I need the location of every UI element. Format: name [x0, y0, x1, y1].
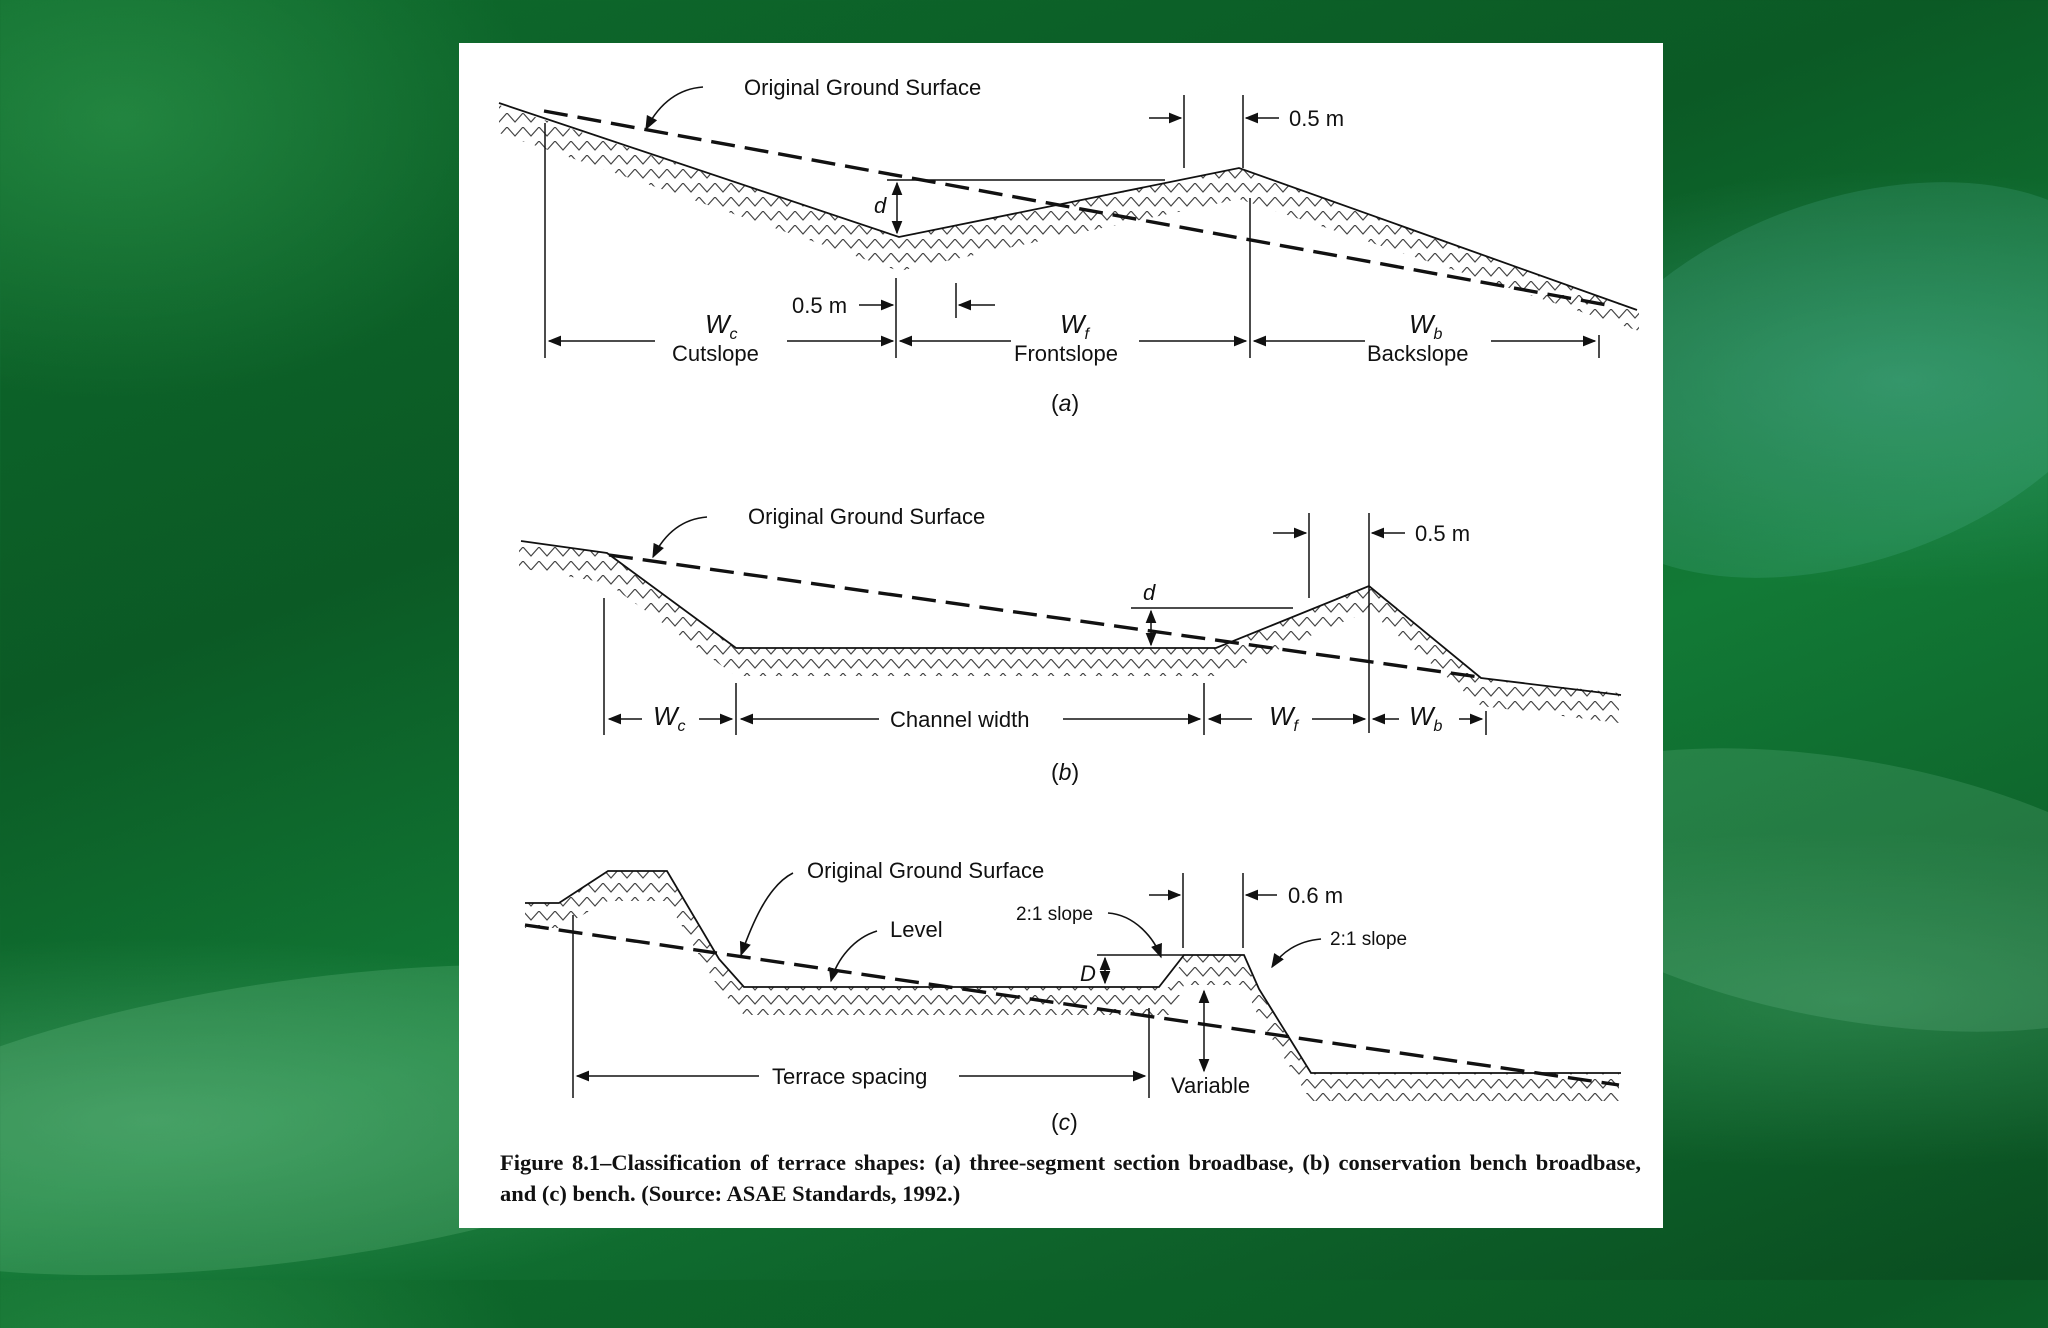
ground-label: Original Ground Surface	[744, 75, 982, 100]
slope-label-right: 2:1 slope	[1330, 929, 1408, 950]
wb-name: Backslope	[1367, 341, 1469, 366]
panel-b	[519, 504, 1621, 785]
leader-line	[831, 931, 877, 981]
soil-hatch	[499, 105, 1639, 339]
terrace-spacing-label: Terrace spacing	[772, 1064, 928, 1089]
terrace-profile	[525, 871, 1621, 1073]
panel-tag: (b)	[1051, 759, 1080, 785]
offset-label: 0.5 m	[792, 293, 848, 318]
wc-symbol: $W_c$	[653, 701, 686, 735]
leader-line	[653, 517, 707, 557]
channel-width-label: Channel width	[890, 707, 1030, 732]
offset-label: 0.6 m	[1288, 883, 1344, 908]
wf-symbol: $W_f$	[1060, 309, 1089, 343]
leader-line	[1272, 939, 1321, 967]
original-ground-dashed	[525, 925, 1619, 1085]
panel-c	[525, 858, 1621, 1135]
level-label: Level	[890, 917, 943, 942]
wb-symbol: $W_b$	[1409, 701, 1443, 735]
soil-hatch	[519, 541, 1619, 723]
depth-label: d	[1143, 580, 1156, 605]
figure-caption: Figure 8.1–Classification of terrace shapes: (a) three-segment section broadbase, (b) conservation bench broadbase, and (c) bench. (Source: ASAE Standards, 1992.)	[500, 1150, 1641, 1206]
wf-name: Frontslope	[1014, 341, 1118, 366]
leader-line	[646, 87, 703, 129]
offset-label: 0.5 m	[1415, 521, 1471, 546]
ground-label: Original Ground Surface	[748, 504, 986, 529]
leader-line	[1108, 913, 1161, 957]
terrace-diagram	[459, 43, 1663, 1143]
figure-panel	[459, 43, 1663, 1228]
wc-name: Cutslope	[672, 341, 759, 366]
variable-label: Variable	[1171, 1073, 1251, 1098]
offset-label: 0.5 m	[1289, 106, 1345, 131]
ground-label: Original Ground Surface	[807, 858, 1045, 883]
depth-label: d	[874, 193, 887, 218]
panel-tag: (c)	[1051, 1109, 1078, 1135]
depth-label: D	[1080, 961, 1096, 986]
wc-symbol: $W_c$	[705, 309, 738, 343]
panel-a	[499, 75, 1639, 416]
slope-label-left: 2:1 slope	[1016, 904, 1094, 925]
wb-symbol: $W_b$	[1409, 309, 1443, 343]
leader-line	[741, 873, 793, 955]
panel-tag: (a)	[1051, 390, 1080, 416]
wf-symbol: $W_f$	[1269, 701, 1298, 735]
